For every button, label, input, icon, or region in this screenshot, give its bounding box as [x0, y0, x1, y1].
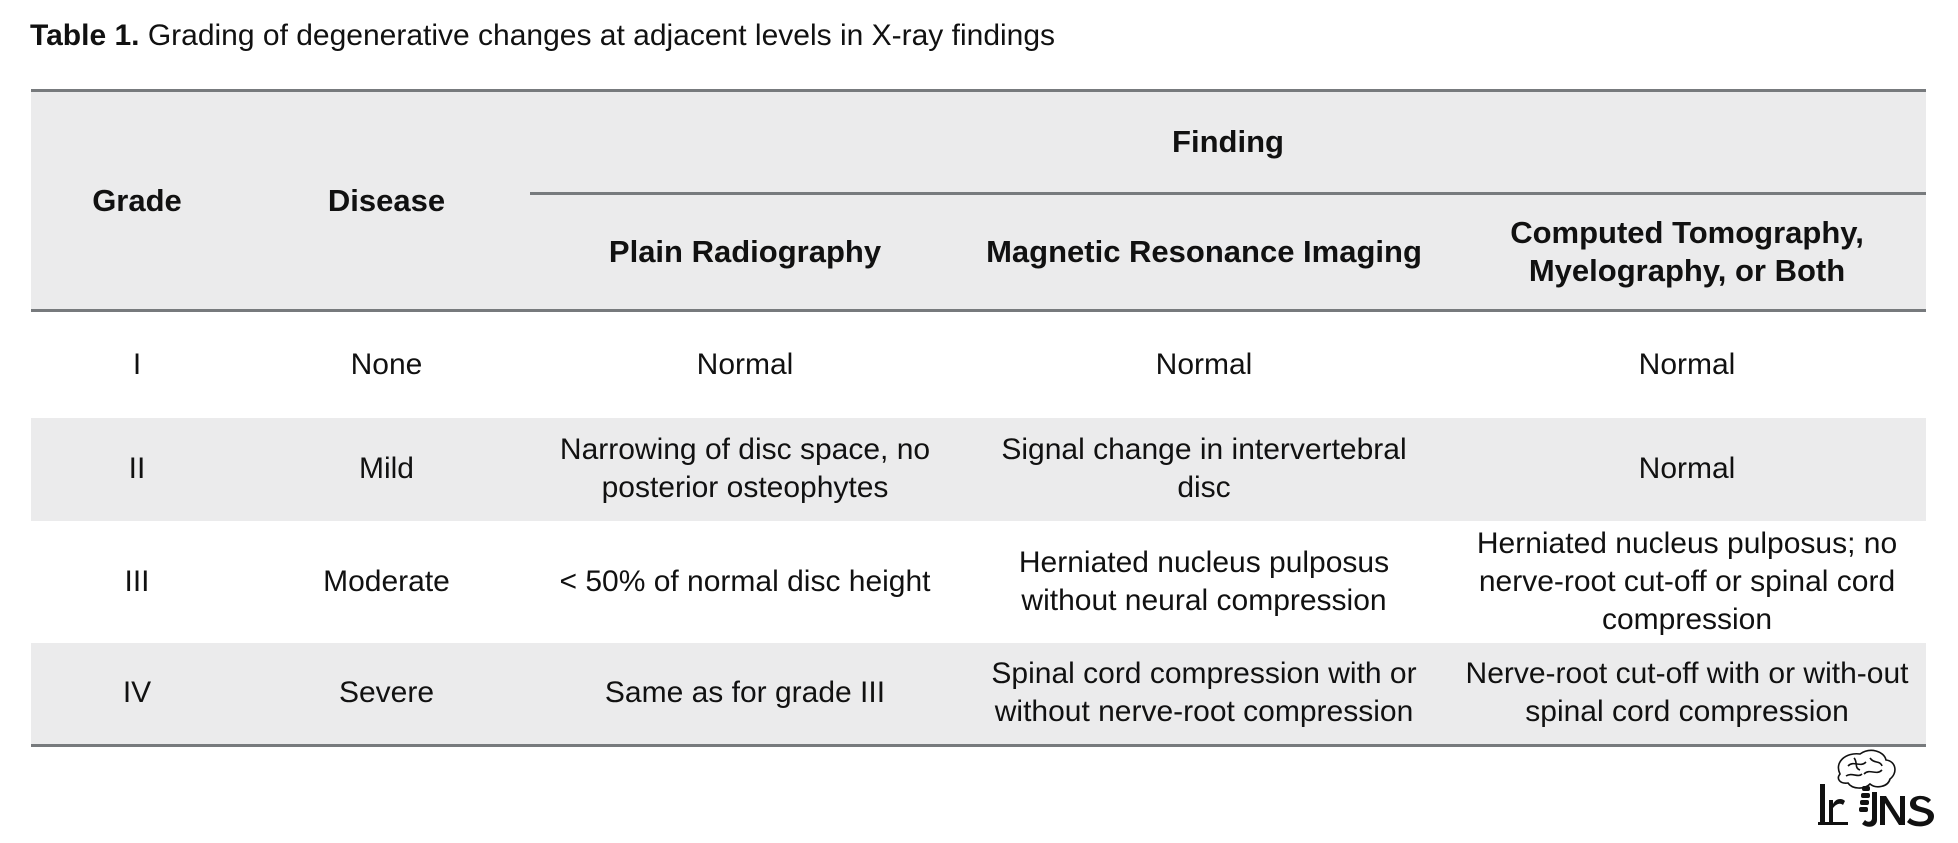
cell-mri: Signal change in intervertebral disc [1001, 433, 1407, 504]
table-caption [30, 16, 1055, 56]
table-row [31, 643, 1926, 746]
cell-mri: Herniated nucleus pulposus without neural compression [1018, 545, 1390, 617]
header-finding: Finding [530, 91, 1926, 194]
cell-plain-radiography: Narrowing of disc space, no posterior osteophytes [559, 433, 931, 504]
header-grade: Grade [92, 182, 182, 218]
cell-ct-myelography: Normal [1638, 347, 1736, 381]
cell-disease: Mild [358, 452, 414, 485]
cell-disease: None [350, 347, 423, 381]
cell-ct-myelography: Normal [1638, 452, 1736, 485]
brain-spine-logo-icon [1818, 748, 1936, 830]
table-body [31, 311, 1926, 746]
table-row [31, 311, 1926, 418]
cell-plain-radiography: Same as for grade III [604, 676, 886, 710]
table-header [31, 91, 1926, 311]
header-mri: Magnetic Resonance Imaging [986, 234, 1422, 269]
header-plain-radiography: Plain Radiography [608, 234, 882, 269]
cell-mri: Spinal cord compression with or without nerve-root compression [991, 657, 1417, 729]
table-caption-text: Grading of degenerative changes at adjacent levels in X-ray findings [139, 19, 1056, 52]
cell-plain-radiography: Normal [696, 347, 794, 381]
header-ct-line1: Computed Tomography, [1510, 215, 1864, 250]
table-row [31, 521, 1926, 643]
cell-mri: Normal [1155, 347, 1253, 381]
cell-disease: Moderate [323, 564, 450, 598]
cell-ct-myelography: Nerve-root cut-off with or with-out spinal cord compression [1465, 657, 1909, 729]
header-disease: Disease [327, 182, 446, 218]
cell-plain-radiography: < 50% of normal disc height [559, 564, 931, 598]
table-caption-label: Table 1. [30, 19, 140, 52]
cell-ct-myelography: Herniated nucleus pulposus; no nerve-root cut-off or spinal cord compression [1476, 526, 1898, 636]
cell-disease: Severe [338, 676, 435, 710]
cell-grade: I [132, 347, 142, 381]
grading-table [31, 89, 1926, 747]
header-ct-myelography [1448, 194, 1926, 311]
journal-logo [1818, 748, 1936, 830]
header-row-top [31, 91, 1926, 194]
cell-grade: III [124, 564, 150, 598]
cell-grade: II [128, 452, 146, 485]
table-row [31, 418, 1926, 521]
cell-grade: IV [122, 676, 152, 710]
header-ct-line2: Myelography, or Both [1528, 253, 1846, 288]
